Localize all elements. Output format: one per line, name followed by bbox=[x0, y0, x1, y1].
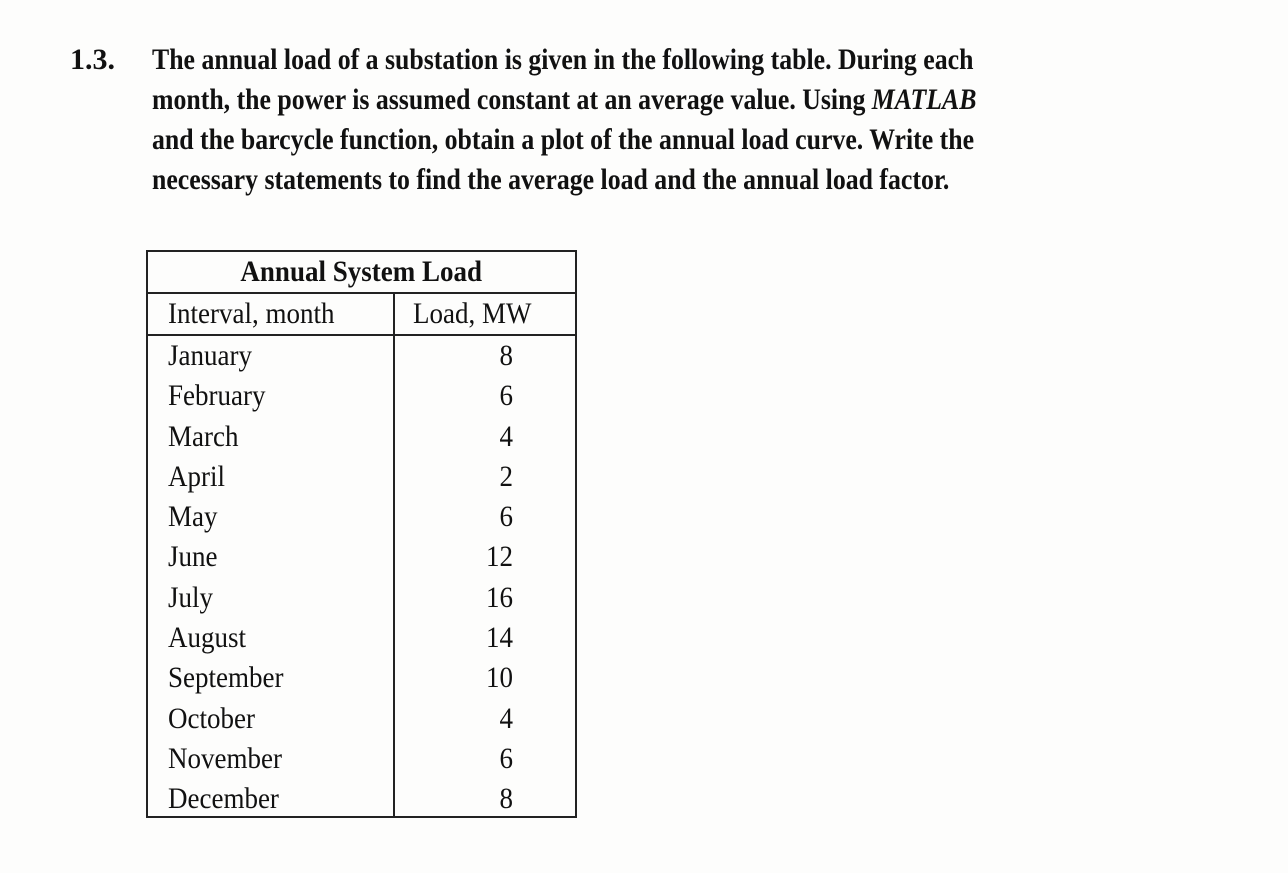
table-row bbox=[148, 699, 575, 739]
load-cell: 10 bbox=[486, 661, 513, 695]
table-header-row bbox=[148, 294, 575, 336]
problem-text-segment: month, the power is assumed constant at an average value. Using bbox=[152, 83, 872, 116]
table-row bbox=[148, 537, 575, 577]
month-cell: August bbox=[168, 621, 247, 655]
load-cell: 16 bbox=[486, 580, 513, 614]
header-interval-month: Interval, month bbox=[168, 297, 335, 330]
problem-text-line bbox=[152, 160, 1055, 200]
table-row bbox=[148, 618, 575, 658]
load-cell: 8 bbox=[499, 339, 513, 372]
problem-text-segment: and the bbox=[152, 123, 241, 156]
month-cell: December bbox=[168, 782, 279, 816]
month-cell: June bbox=[168, 540, 218, 574]
annual-load-table bbox=[146, 250, 577, 818]
problem-text-segment: function, obtain a plot of the annual load curve. Write the bbox=[333, 123, 975, 156]
load-cell: 4 bbox=[499, 419, 513, 453]
load-cell: 6 bbox=[499, 379, 513, 413]
problem-text-segment: barcycle bbox=[240, 123, 334, 156]
load-cell: 12 bbox=[486, 540, 513, 574]
table-row bbox=[148, 417, 575, 457]
problem-text bbox=[152, 40, 1055, 200]
month-cell: September bbox=[168, 661, 284, 695]
load-cell: 2 bbox=[499, 459, 513, 493]
problem-number: 1.3. bbox=[70, 43, 115, 76]
problem-text-line bbox=[152, 80, 1055, 120]
table-row bbox=[148, 336, 575, 376]
month-cell: February bbox=[168, 379, 266, 413]
table-row bbox=[148, 497, 575, 537]
problem-text-segment: MATLAB bbox=[871, 83, 977, 116]
month-cell: May bbox=[168, 500, 218, 534]
table-title: Annual System Load bbox=[148, 252, 575, 294]
table-row bbox=[148, 658, 575, 698]
month-cell: April bbox=[168, 459, 225, 493]
load-cell: 8 bbox=[499, 782, 513, 816]
table-row bbox=[148, 779, 575, 819]
month-cell: November bbox=[168, 741, 282, 775]
problem-text-segment: The annual load of a substation is given in the following table. During each bbox=[152, 43, 974, 76]
table-row bbox=[148, 739, 575, 779]
header-load-mw: Load, MW bbox=[413, 297, 532, 330]
table-row bbox=[148, 376, 575, 416]
month-cell: October bbox=[168, 701, 255, 735]
problem-text-segment: necessary statements to find the average load and the annual load factor. bbox=[152, 163, 950, 196]
load-cell: 6 bbox=[499, 500, 513, 534]
table-row bbox=[148, 578, 575, 618]
month-cell: July bbox=[168, 580, 214, 614]
problem-text-line bbox=[152, 120, 1055, 160]
month-cell: March bbox=[168, 419, 239, 453]
month-cell: January bbox=[168, 339, 252, 372]
load-cell: 6 bbox=[499, 741, 513, 775]
table-row bbox=[148, 457, 575, 497]
load-cell: 14 bbox=[486, 621, 513, 655]
load-cell: 4 bbox=[499, 701, 513, 735]
table-body bbox=[148, 336, 575, 820]
problem-text-line bbox=[152, 40, 1055, 80]
